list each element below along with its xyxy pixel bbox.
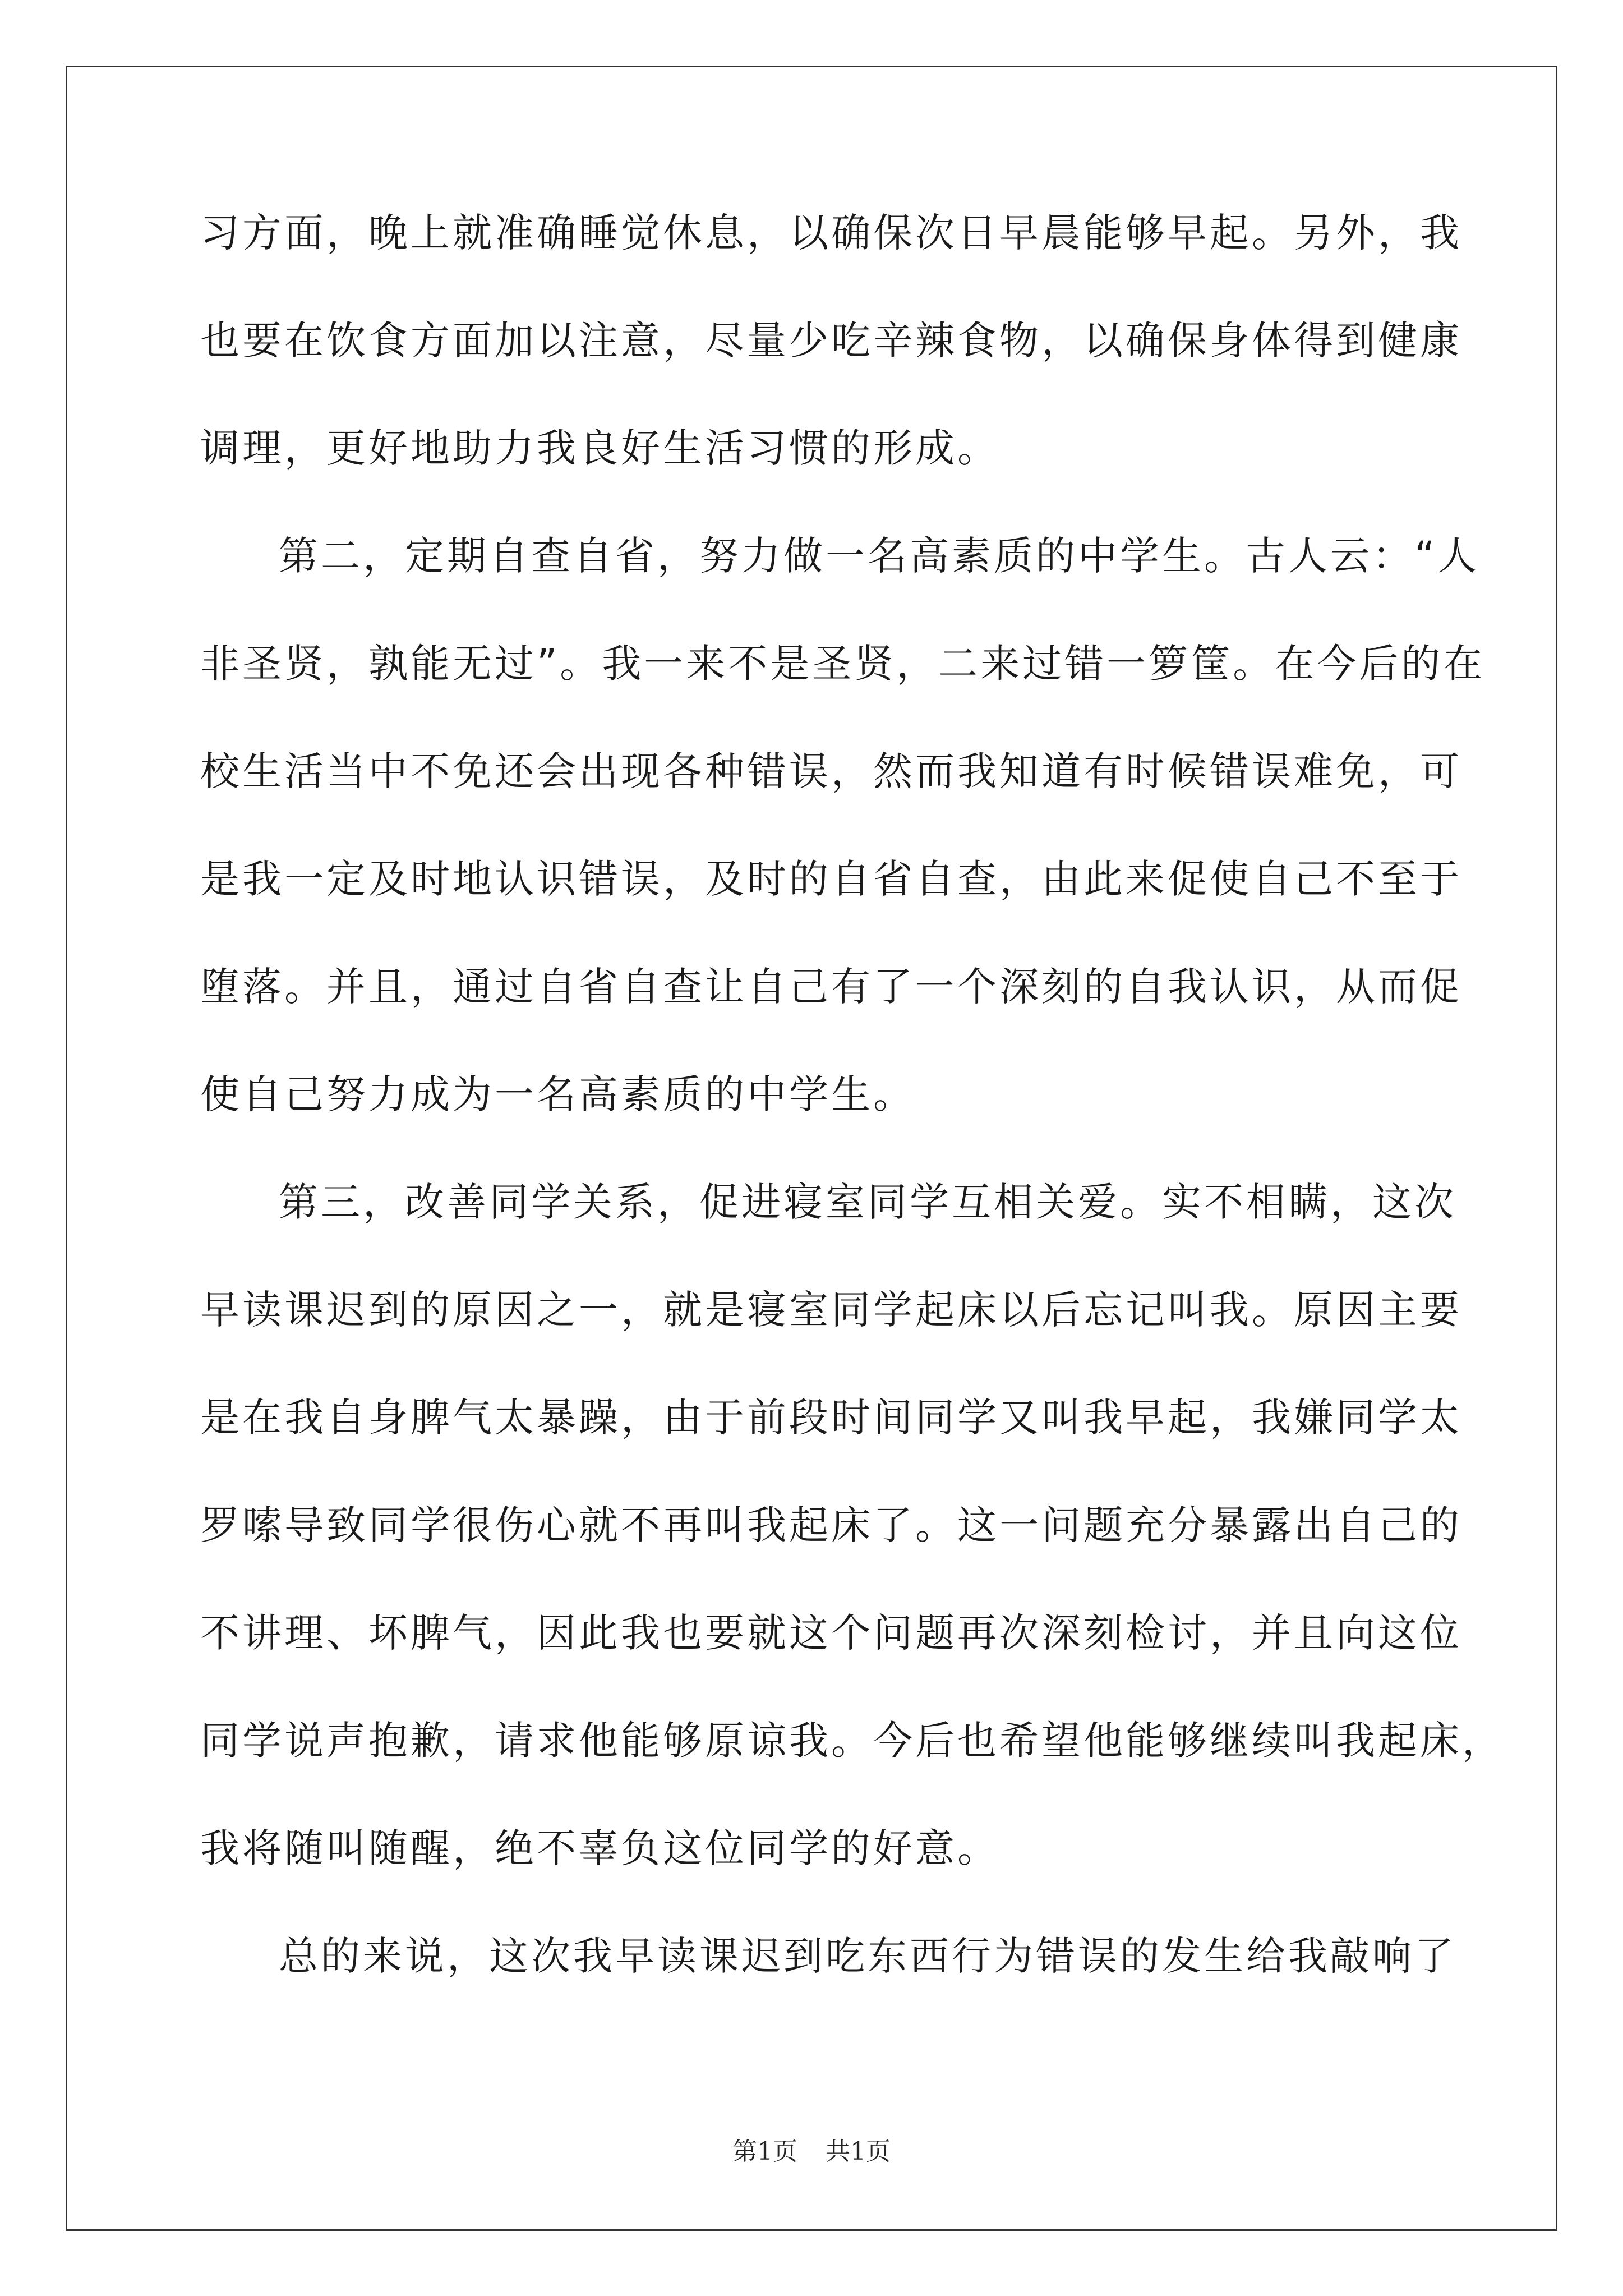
text-line: 早读课迟到的原因之一，就是寝室同学起床以后忘记叫我。原因主要 bbox=[200, 1287, 1462, 1333]
document-body bbox=[200, 210, 1504, 2044]
text-line: 使自己努力成为一名高素质的中学生。 bbox=[200, 1071, 915, 1117]
text-line: 同学说声抱歉，请求他能够原谅我。今后也希望他能够继续叫我起床， bbox=[200, 1718, 1504, 1764]
text-line: 罗嗦导致同学很伤心就不再叫我起床了。这一问题充分暴露出自己的 bbox=[200, 1502, 1462, 1548]
text-line: 堕落。并且，通过自省自查让自己有了一个深刻的自我认识，从而促 bbox=[200, 964, 1462, 1010]
page-number: 第1页 bbox=[732, 2137, 797, 2166]
paragraph-start-line: 第二，定期自查自省，努力做一名高素质的中学生。古人云：“人 bbox=[279, 533, 1480, 579]
text-line: 也要在饮食方面加以注意，尽量少吃辛辣食物，以确保身体得到健康 bbox=[200, 318, 1462, 364]
text-line: 习方面，晚上就准确睡觉休息，以确保次日早晨能够早起。另外，我 bbox=[200, 210, 1462, 256]
page-total: 共1页 bbox=[826, 2137, 891, 2166]
text-line: 不讲理、坏脾气，因此我也要就这个问题再次深刻检讨，并且向这位 bbox=[200, 1610, 1462, 1656]
text-line: 调理，更好地助力我良好生活习惯的形成。 bbox=[200, 425, 999, 471]
text-line: 校生活当中不免还会出现各种错误，然而我知道有时候错误难免，可 bbox=[200, 748, 1462, 794]
text-line: 我将随叫随醒，绝不辜负这位同学的好意。 bbox=[200, 1825, 999, 1871]
paragraph-start-line: 总的来说，这次我早读课迟到吃东西行为错误的发生给我敲响了 bbox=[279, 1933, 1456, 1979]
text-line: 是我一定及时地认识错误，及时的自省自查，由此来促使自己不至于 bbox=[200, 856, 1462, 902]
paragraph-start-line: 第三，改善同学关系，促进寝室同学互相关爱。实不相瞒，这次 bbox=[279, 1179, 1456, 1225]
text-line: 是在我自身脾气太暴躁，由于前段时间同学又叫我早起，我嫌同学太 bbox=[200, 1395, 1462, 1441]
page-footer bbox=[0, 2138, 1623, 2165]
text-line: 非圣贤，孰能无过”。我一来不是圣贤，二来过错一箩筐。在今后的在 bbox=[200, 641, 1486, 687]
